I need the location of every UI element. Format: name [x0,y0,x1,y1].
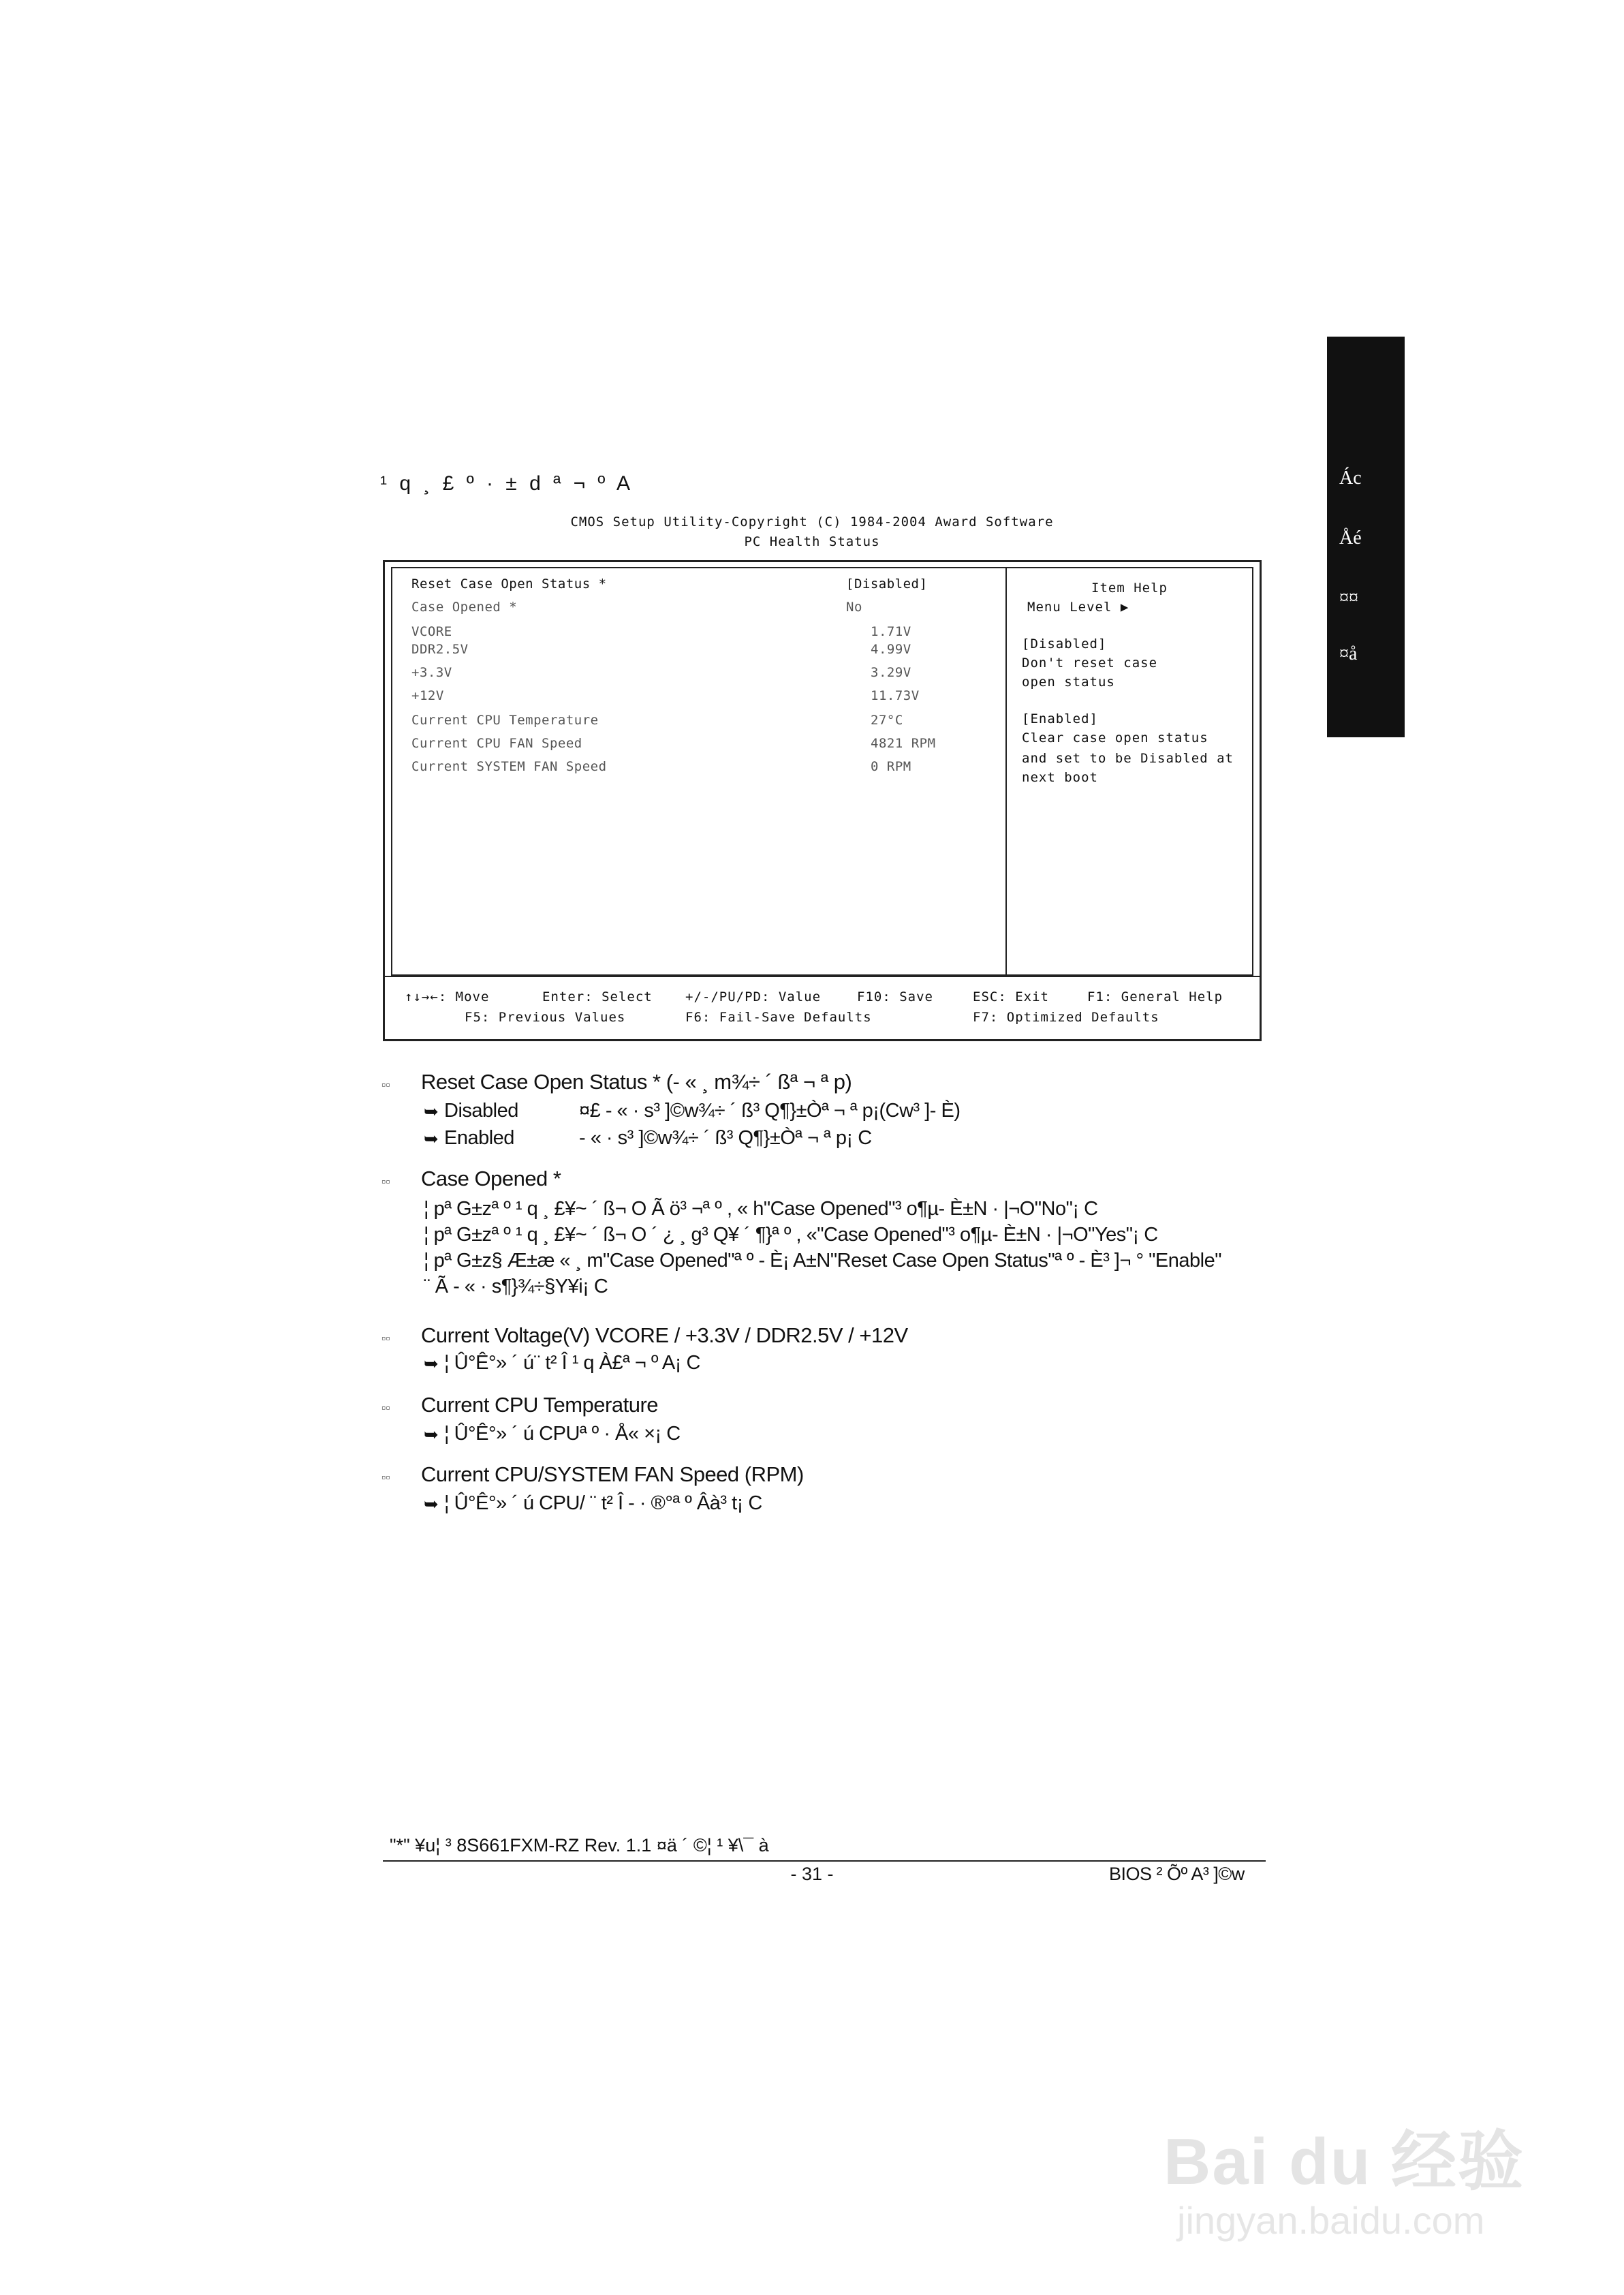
bios-row-label[interactable]: Reset Case Open Status * [411,576,607,591]
side-tab-label: ¤¤ [1339,587,1358,609]
key-hint-optimized: F7: Optimized Defaults [973,1010,1159,1025]
help-line: Don't reset case [1022,656,1158,671]
section-title: Current CPU/SYSTEM FAN Speed (RPM) [421,1462,804,1486]
bios-row-value[interactable]: [Disabled] [846,576,928,591]
side-tab-label: Ác [1339,467,1362,489]
description-line: ¦ pª G±zª º ¹ q ¸ £¥~ ´ ß¬ O ´ ¿ ¸ g³ Q¥ ´ ¶}ª º , «"Case Opened"³ o¶µ- È±N · |¬O"Yes"¡ C [424,1224,1158,1246]
figure-caption: ¹ q ¸ £ º · ± d ª ¬ º A [380,472,634,495]
bios-title: CMOS Setup Utility-Copyright (C) 1984-2004 Award Software [570,514,1054,529]
bios-help-divider [1005,567,1007,976]
help-line: Clear case open status [1022,730,1208,745]
help-line: next boot [1022,770,1098,785]
footer-note: "*" ¥u¦ ³ 8S661FXM-RZ Rev. 1.1 ¤ä ´ ©¦ ¹ ¥\¯ à [390,1835,769,1855]
option-desc: - « · s³ ]©w¾÷ ´ ß³ Q¶}±Òª ¬ ª p¡ C [579,1127,872,1149]
option-name: Disabled [444,1100,518,1122]
item-help-title: Item Help [1091,581,1168,596]
option-desc: ¤£ - « · s³ ]©w¾÷ ´ ß³ Q¶}±Òª ¬ ª p¡(Cw³ ]- È) [579,1100,961,1122]
bios-row-value: 0 RPM [871,759,911,774]
key-hint-failsafe: F6: Fail-Save Defaults [685,1010,872,1025]
help-line: and set to be Disabled at [1022,751,1234,766]
section-bullet-icon: ▫▫ [381,1401,390,1415]
section-bullet-icon: ▫▫ [381,1175,390,1188]
bios-row-label: Current CPU FAN Speed [411,736,582,751]
bios-row-label: +3.3V [411,665,452,680]
bios-subtitle: PC Health Status [744,534,880,549]
help-line: open status [1022,675,1115,690]
description-line: ¦ Û°Ê°» ´ ú CPUª º · Å« ×¡ C [444,1423,681,1445]
chapter-name: BIOS ² Õº A³ ]©w [1109,1864,1245,1884]
bios-row-label: +12V [411,688,444,703]
footer-divider [383,1860,1266,1862]
section-title: Current Voltage(V) VCORE / +3.3V / DDR2.5V / +12V [421,1323,908,1347]
bios-row-label: Current SYSTEM FAN Speed [411,759,607,774]
description-line: ¦ pª G±zª º ¹ q ¸ £¥~ ´ ß¬ O Ã ö³ ¬ª º , « h"Case Opened"³ o¶µ- È±N · |¬O"No"¡ C [424,1198,1098,1220]
bios-row-value: No [846,600,862,615]
bios-row-value: 4.99V [871,642,911,657]
key-hint-save: F10: Save [857,989,933,1004]
section-bullet-icon: ▫▫ [381,1078,390,1092]
bios-row-value: 11.73V [871,688,920,703]
arrow-bullet-icon: ➥ [424,1353,439,1374]
bios-row-label: DDR2.5V [411,642,469,657]
option-name: Enabled [444,1127,514,1149]
key-hint-help: F1: General Help [1087,989,1223,1004]
bios-footer-divider [383,976,1262,977]
help-line: [Enabled] [1022,711,1098,726]
watermark-logo: Bai du 经验 [1164,2125,1525,2198]
bios-row-label: Case Opened * [411,600,518,615]
section-title: Case Opened * [421,1167,561,1190]
section-bullet-icon: ▫▫ [381,1331,390,1345]
key-hint-value: +/-/PU/PD: Value [685,989,822,1004]
bios-row-label: VCORE [411,624,452,639]
bios-row-value: 3.29V [871,665,911,680]
key-hint-move: ↑↓→←: Move [405,989,490,1004]
arrow-bullet-icon: ➥ [424,1494,439,1514]
section-title: Current CPU Temperature [421,1393,659,1417]
key-hint-previous: F5: Previous Values [465,1010,626,1025]
description-line: ¦ pª G±z§ Æ±æ « ¸ m"Case Opened"ª º - È¡ A±N"Reset Case Open Status"ª º - È³ ]¬ ° "Enable" [424,1250,1222,1272]
baidu-watermark [1164,2110,1545,2246]
page-number: - 31 - [790,1864,834,1884]
side-tab-label: Åé [1339,527,1362,549]
description-line: ¨ Ã - « · s¶}¾÷§Y¥i¡ C [424,1276,608,1297]
description-line: ¦ Û°Ê°» ´ ú CPU/ ¨ t² Î - · ®°ª º Âà³ t¡ C [444,1492,762,1514]
arrow-bullet-icon: ➥ [424,1424,439,1445]
arrow-bullet-icon: ➥ [424,1101,439,1122]
arrow-bullet-icon: ➥ [424,1128,439,1149]
help-line: [Disabled] [1022,636,1107,651]
watermark-url: jingyan.baidu.com [1177,2199,1485,2242]
bios-row-label: Current CPU Temperature [411,713,599,728]
key-hint-exit: ESC: Exit [973,989,1049,1004]
side-tab-label: ¤å [1339,643,1358,664]
bios-row-value: 1.71V [871,624,911,639]
menu-level: Menu Level ▶ [1027,600,1129,615]
section-title: Reset Case Open Status * (- « ¸ m¾÷ ´ ßª ¬ ª p) [421,1070,852,1094]
key-hint-select: Enter: Select [542,989,653,1004]
bios-row-value: 27°C [871,713,903,728]
section-bullet-icon: ▫▫ [381,1470,390,1484]
bios-row-value: 4821 RPM [871,736,936,751]
description-line: ¦ Û°Ê°» ´ ú¨ t² Î ¹ q À£ª ¬ º A¡ C [444,1352,700,1374]
